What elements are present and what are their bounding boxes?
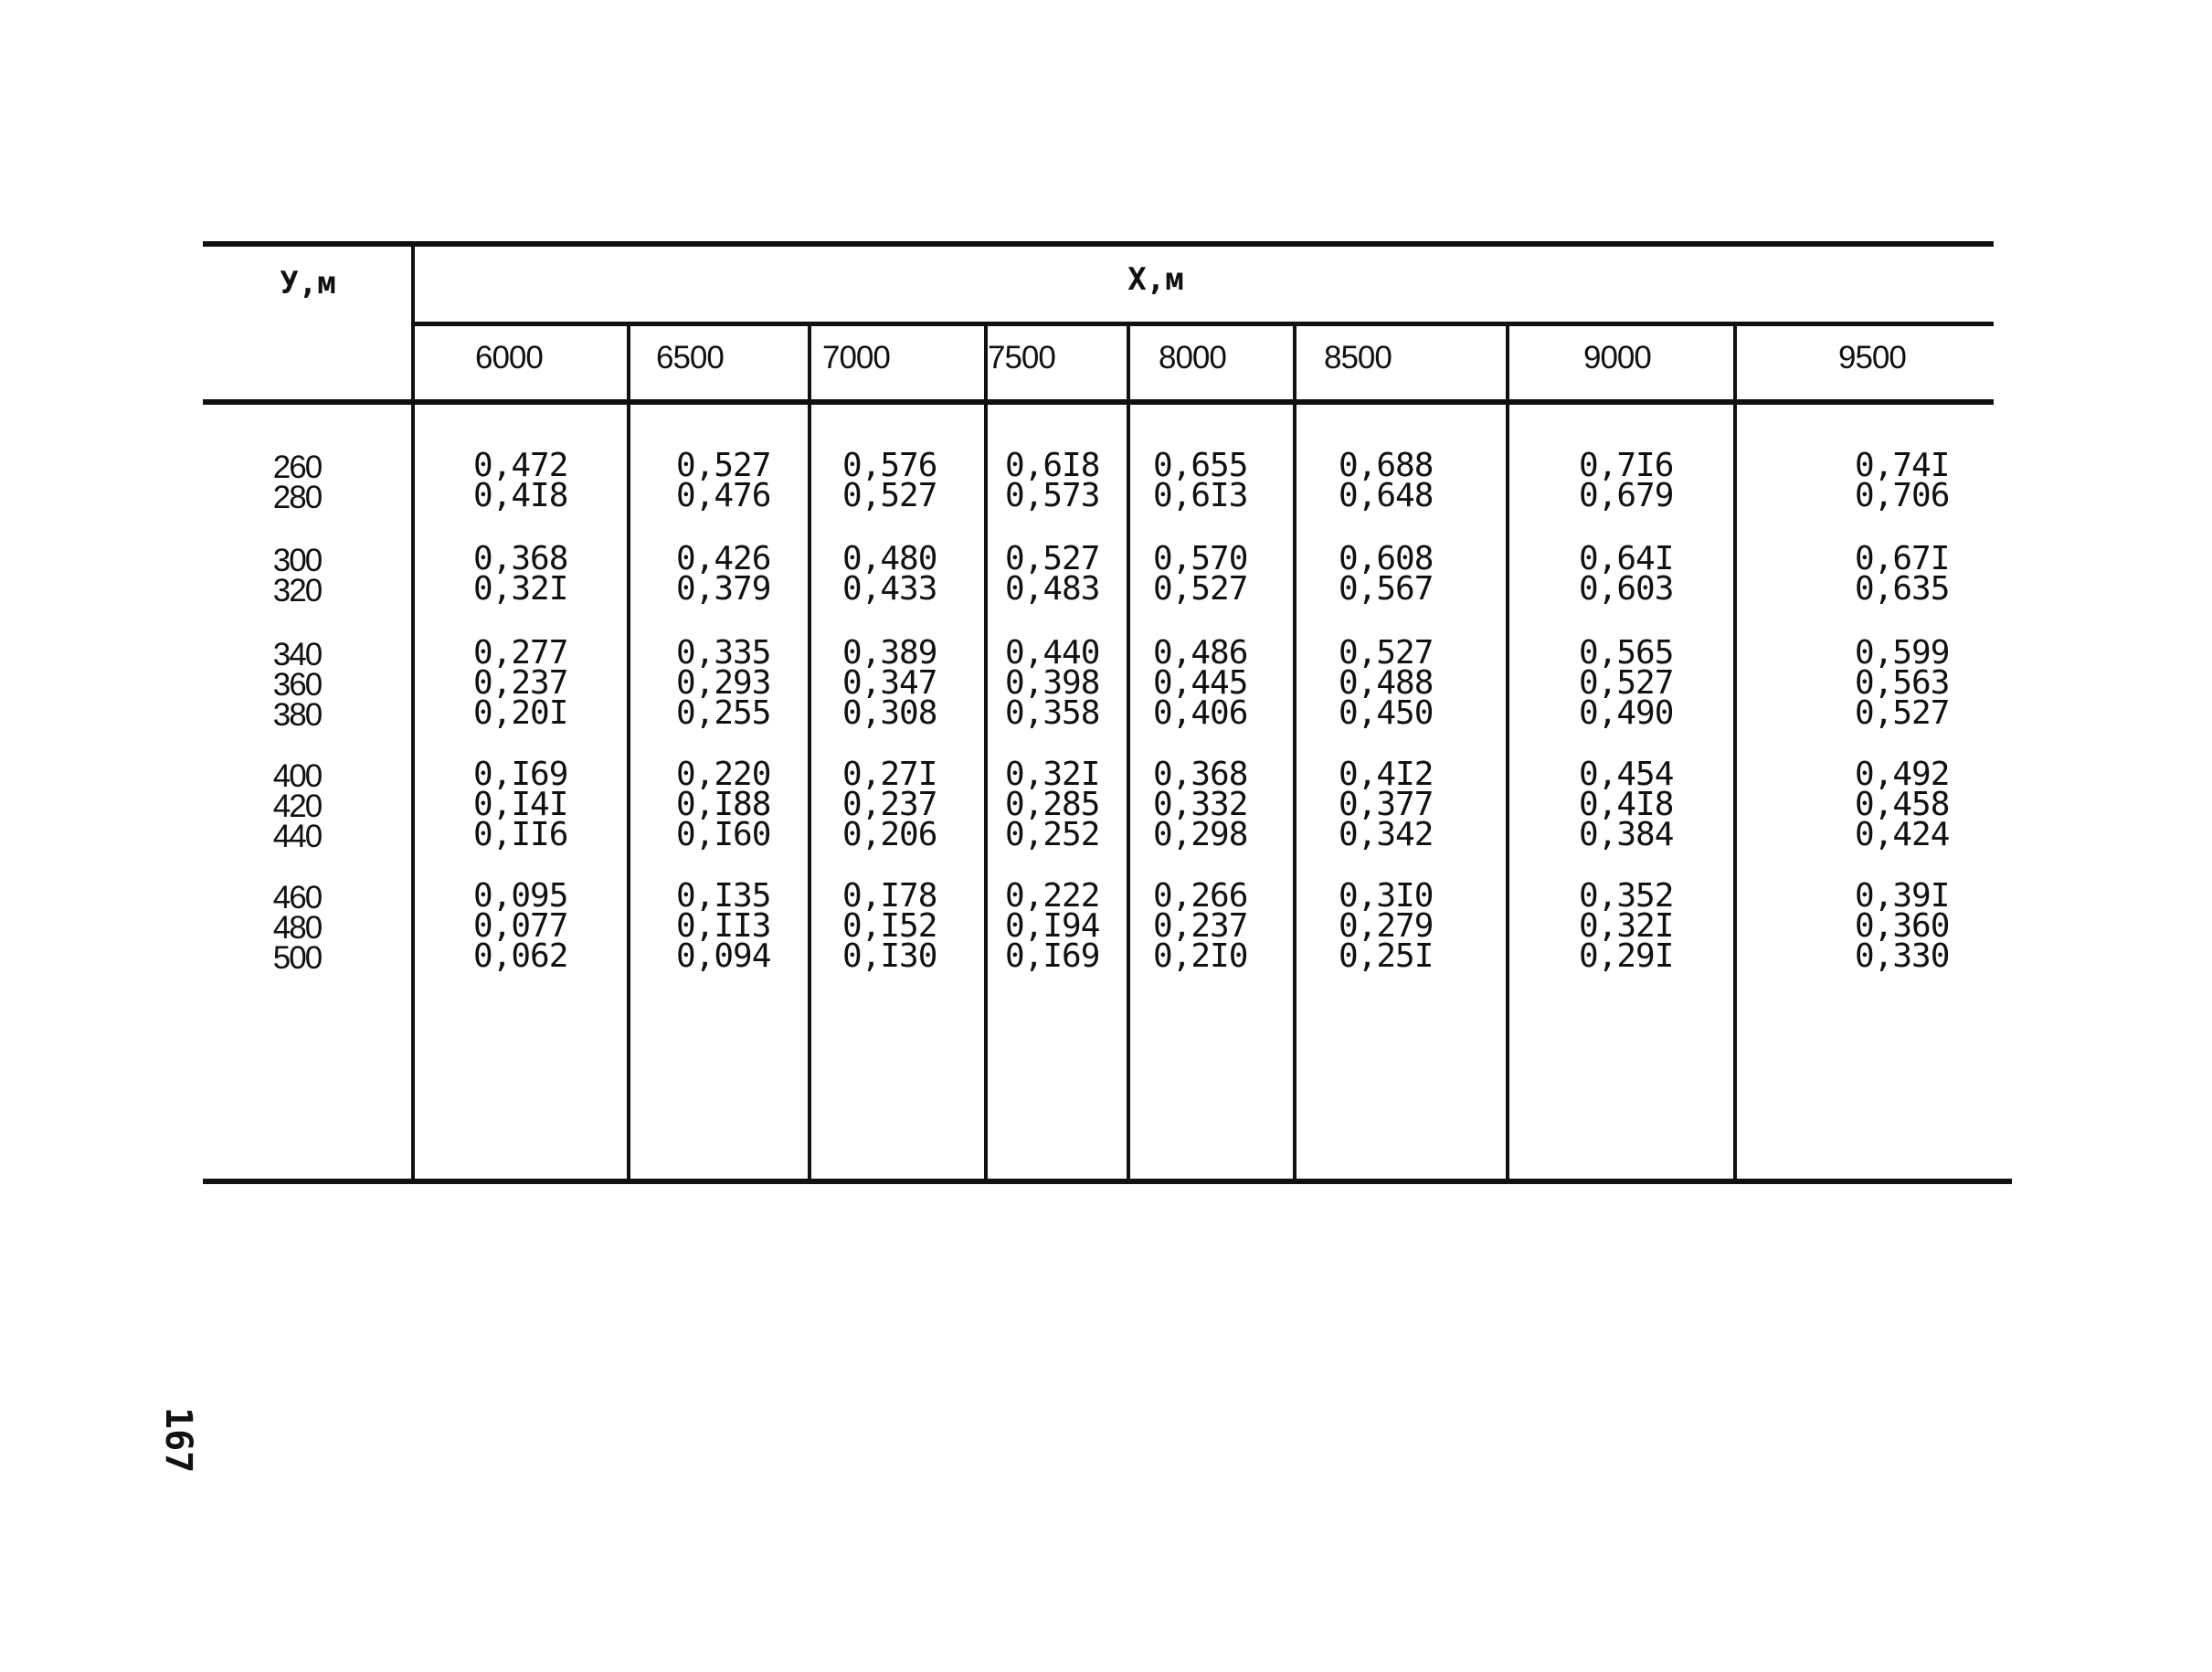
table-cell: 0,I88 <box>676 786 771 823</box>
table-cell: 0,39I <box>1855 877 1950 915</box>
y-value: 480 <box>272 910 322 946</box>
table-cell: 0,6I3 <box>1153 477 1248 514</box>
table-cell: 0,3I0 <box>1339 877 1434 915</box>
column-divider <box>1293 325 1297 1180</box>
table-cell: 0,237 <box>842 786 937 823</box>
table-cell: 0,603 <box>1579 570 1674 608</box>
table-cell: 0,4I8 <box>473 477 568 514</box>
table-cell: 0,285 <box>1005 786 1100 823</box>
y-value: 440 <box>272 819 322 854</box>
y-axis-header: У,м <box>280 265 336 302</box>
table-cell: 0,377 <box>1339 786 1434 823</box>
column-divider <box>1733 325 1737 1180</box>
table-cell: 0,570 <box>1153 540 1248 577</box>
x-header-rule <box>413 322 1994 326</box>
table-cell: 0,330 <box>1855 937 1950 975</box>
y-value: 300 <box>272 543 322 578</box>
table-cell: 0,74I <box>1855 447 1950 484</box>
table-cell: 0,266 <box>1153 877 1248 915</box>
table-cell: 0,I78 <box>842 877 937 915</box>
table-cell: 0,252 <box>1005 816 1100 853</box>
table-cell: 0,389 <box>842 634 937 672</box>
table-cell: 0,67I <box>1855 540 1950 577</box>
x-axis-header: X,м <box>1127 261 1184 298</box>
table-cell: 0,433 <box>842 570 937 608</box>
table-cell: 0,25I <box>1339 937 1434 975</box>
table-cell: 0,527 <box>1579 664 1674 702</box>
table-cell: 0,573 <box>1005 477 1100 514</box>
table-cell: 0,32I <box>473 570 568 608</box>
table-cell: 0,527 <box>1153 570 1248 608</box>
y-value: 280 <box>272 480 322 515</box>
y-value: 460 <box>272 880 322 915</box>
column-header: 9500 <box>1838 340 1906 376</box>
table-cell: 0,454 <box>1579 756 1674 793</box>
table-cell: 0,I35 <box>676 877 771 915</box>
y-value: 500 <box>272 940 322 976</box>
table-cell: 0,4I8 <box>1579 786 1674 823</box>
y-value: 340 <box>272 637 322 672</box>
table-cell: 0,293 <box>676 664 771 702</box>
table-cell: 0,527 <box>842 477 937 514</box>
table-cell: 0,527 <box>1339 634 1434 672</box>
table-cell: 0,527 <box>676 447 771 484</box>
column-header: 7000 <box>822 340 890 376</box>
table-cell: 0,095 <box>473 877 568 915</box>
column-header-rule <box>203 399 1994 405</box>
table-cell: 0,062 <box>473 937 568 975</box>
table-cell: 0,27I <box>842 756 937 793</box>
table-cell: 0,648 <box>1339 477 1434 514</box>
table-cell: 0,486 <box>1153 634 1248 672</box>
table-cell: 0,576 <box>842 447 937 484</box>
table-cell: 0,32I <box>1579 907 1674 945</box>
table-cell: 0,424 <box>1855 816 1950 853</box>
table-cell: 0,488 <box>1339 664 1434 702</box>
table-cell: 0,483 <box>1005 570 1100 608</box>
table-cell: 0,206 <box>842 816 937 853</box>
table-cell: 0,335 <box>676 634 771 672</box>
y-column-divider <box>411 245 415 1180</box>
table-cell: 0,476 <box>676 477 771 514</box>
table-cell: 0,480 <box>842 540 937 577</box>
page-number: 167 <box>157 1407 199 1474</box>
table-cell: 0,20I <box>473 694 568 732</box>
table-cell: 0,368 <box>1153 756 1248 793</box>
table-cell: 0,255 <box>676 694 771 732</box>
table-cell: 0,406 <box>1153 694 1248 732</box>
table-cell: 0,332 <box>1153 786 1248 823</box>
table-cell: 0,I4I <box>473 786 568 823</box>
table-cell: 0,358 <box>1005 694 1100 732</box>
table-cell: 0,237 <box>473 664 568 702</box>
table-cell: 0,7I6 <box>1579 447 1674 484</box>
table-cell: 0,563 <box>1855 664 1950 702</box>
table-cell: 0,II6 <box>473 816 568 853</box>
table-cell: 0,298 <box>1153 816 1248 853</box>
column-header: 8500 <box>1324 340 1392 376</box>
y-value: 420 <box>272 788 322 824</box>
table-cell: 0,458 <box>1855 786 1950 823</box>
y-value: 360 <box>272 667 322 703</box>
table-cell: 0,490 <box>1579 694 1674 732</box>
table-cell: 0,308 <box>842 694 937 732</box>
table-cell: 0,29I <box>1579 937 1674 975</box>
table-cell: 0,426 <box>676 540 771 577</box>
table-cell: 0,492 <box>1855 756 1950 793</box>
table-cell: 0,565 <box>1579 634 1674 672</box>
y-value: 320 <box>272 573 322 608</box>
column-divider <box>1506 325 1509 1180</box>
table-cell: 0,094 <box>676 937 771 975</box>
table-cell: 0,220 <box>676 756 771 793</box>
table-cell: 0,398 <box>1005 664 1100 702</box>
column-header: 6000 <box>475 340 543 376</box>
y-value: 260 <box>272 450 322 485</box>
table-cell: 0,706 <box>1855 477 1950 514</box>
table-cell: 0,655 <box>1153 447 1248 484</box>
table-cell: 0,I94 <box>1005 907 1100 945</box>
column-header: 6500 <box>656 340 724 376</box>
y-value: 400 <box>272 758 322 794</box>
table-cell: 0,368 <box>473 540 568 577</box>
table-cell: 0,599 <box>1855 634 1950 672</box>
table-cell: 0,527 <box>1005 540 1100 577</box>
table-bottom-rule <box>203 1179 2012 1184</box>
table-cell: 0,4I2 <box>1339 756 1434 793</box>
table-cell: 0,679 <box>1579 477 1674 514</box>
table-cell: 0,I30 <box>842 937 937 975</box>
table-cell: 0,635 <box>1855 570 1950 608</box>
table-cell: 0,I52 <box>842 907 937 945</box>
column-header: 8000 <box>1159 340 1226 376</box>
table-cell: 0,64I <box>1579 540 1674 577</box>
column-divider <box>627 325 630 1180</box>
table-cell: 0,277 <box>473 634 568 672</box>
table-cell: 0,384 <box>1579 816 1674 853</box>
table-cell: 0,472 <box>473 447 568 484</box>
table-cell: 0,608 <box>1339 540 1434 577</box>
table-cell: 0,450 <box>1339 694 1434 732</box>
table-cell: 0,688 <box>1339 447 1434 484</box>
table-cell: 0,II3 <box>676 907 771 945</box>
table-cell: 0,567 <box>1339 570 1434 608</box>
table-cell: 0,445 <box>1153 664 1248 702</box>
table-cell: 0,352 <box>1579 877 1674 915</box>
table-cell: 0,342 <box>1339 816 1434 853</box>
table-cell: 0,222 <box>1005 877 1100 915</box>
table-cell: 0,I60 <box>676 816 771 853</box>
table-cell: 0,I69 <box>1005 937 1100 975</box>
table-cell: 0,I69 <box>473 756 568 793</box>
column-divider <box>984 325 988 1180</box>
column-header: 7500 <box>988 340 1055 376</box>
table-cell: 0,2I0 <box>1153 937 1248 975</box>
table-cell: 0,360 <box>1855 907 1950 945</box>
y-value: 380 <box>272 697 322 733</box>
table-cell: 0,347 <box>842 664 937 702</box>
table-cell: 0,32I <box>1005 756 1100 793</box>
table-cell: 0,440 <box>1005 634 1100 672</box>
column-header: 9000 <box>1583 340 1651 376</box>
table-cell: 0,077 <box>473 907 568 945</box>
table-top-rule <box>203 241 1994 247</box>
table-cell: 0,279 <box>1339 907 1434 945</box>
table-cell: 0,6I8 <box>1005 447 1100 484</box>
table-cell: 0,379 <box>676 570 771 608</box>
table-cell: 0,237 <box>1153 907 1248 945</box>
table-cell: 0,527 <box>1855 694 1950 732</box>
